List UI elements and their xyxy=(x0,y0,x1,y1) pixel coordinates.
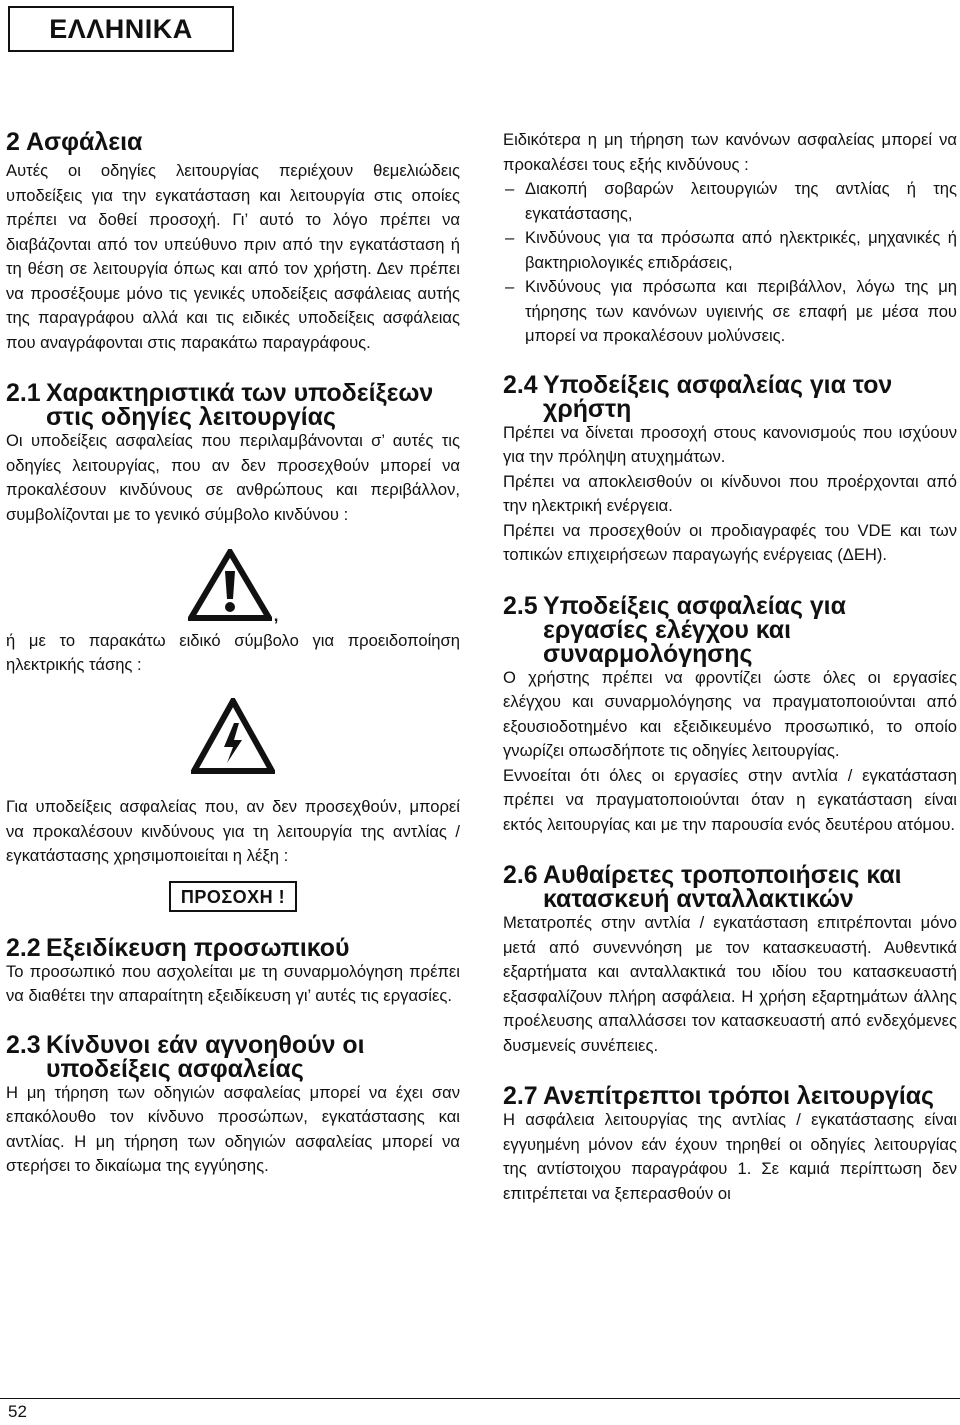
section-2-5-heading xyxy=(503,591,957,668)
section-2-5-text-1: Ο χρήστης πρέπει να φροντίζει ώστε όλες οι εργασίες ελέγχου και συναρμολόγησης να πραγματοποιούνται από εξουσιοδοτημένο και εξειδικευμένο προσωπικό, το οποίο γνωρίζει οπωσδήποτε τις οδηγίες λειτουργίας. xyxy=(503,667,957,760)
section-2-6-heading xyxy=(503,863,957,911)
list-item: – Κινδύνους για πρόσωπα και περιβάλλον, λόγω της μη τήρησης των κανόνων υγιεινής σε επαφή με μέσα που μπορεί να προκαλέσουν μολύνσεις. xyxy=(503,275,957,349)
section-title: Εξειδίκευση προσωπικού xyxy=(46,933,350,962)
dangers-intro: Ειδικότερα η μη τήρηση των κανόνων ασφαλείας μπορεί να προκαλέσει τους εξής κινδύνους : xyxy=(503,130,957,174)
section-title: Αυθαίρετες τροποποιήσεις και κατασκευή ανταλλακτικών xyxy=(543,861,902,913)
chapter-intro: Αυτές οι οδηγίες λειτουργίας περιέχουν θεμελιώδεις υποδείξεις για την εγκατάσταση και λειτουργία στις οποίες πρέπει να δοθεί προσοχή. Γι’ αυτό το λόγο πρέπει να διαβάζονται από τον υπεύθυνο πριν από την εγκατάσταση ή τη θέση σε λειτουργία όπως και από τον χρήστη. Δεν πρέπει να προσέξουμε μόνο τις γενικές υποδείξεις ασφάλειας αυτής της παραγράφου αλλά και τις ειδικές υποδείξεις ασφάλειας που αναγράφονται στις παρακάτω παραγράφους. xyxy=(6,161,460,352)
section-2-7-text: Η ασφάλεια λειτουργίας της αντλίας / εγκατάστασης είναι εγγυημένη μόνον εάν έχουν τηρηθεί οι οδηγίες λειτουργίας της αντίστοιχου παραγράφου 1. Σε καμιά περίπτωση δεν επιτρέπεται να ξεπερασθούν οι xyxy=(503,1110,957,1203)
footer-divider xyxy=(0,1398,960,1399)
dangers-list xyxy=(503,177,957,349)
general-danger-sign xyxy=(6,549,460,629)
section-2-2-text: Το προσωπικό που ασχολείται με τη συναρμολόγηση πρέπει να διαθέτει την απαραίτητη εξειδίκευση γι’ αυτές τις εργασίες. xyxy=(6,961,460,1005)
high-voltage-icon xyxy=(191,698,275,774)
section-number: 2.6 xyxy=(503,861,538,889)
warning-word xyxy=(6,881,460,912)
chapter-number: 2 xyxy=(6,128,20,156)
list-item: – Κινδύνους για τα πρόσωπα από ηλεκτρικές, μηχανικές ή βακτηριολογικές επιδράσεις, xyxy=(503,226,957,275)
section-title: Χαρακτηριστικά των υποδείξεων στις οδηγίες λειτουργίας xyxy=(46,379,434,431)
section-2-1-text: Οι υποδείξεις ασφαλείας που περιλαμβάνονται σ’ αυτές τις οδηγίες λειτουργίας, που αν δεν προσεχθούν μπορεί να προκαλέσουν κινδύνους σε ανθρώπους και περιβάλλον, συμβολίζονται με το γενικό σύμβολο κινδύνου : xyxy=(6,431,460,524)
electric-danger-sign xyxy=(6,698,460,782)
chapter-title: Ασφάλεια xyxy=(25,128,143,156)
section-2-4-text-1: Πρέπει να δίνεται προσοχή στους κανονισμούς που ισχύουν για την πρόληψη ατυχημάτων. xyxy=(503,422,957,466)
chapter-heading xyxy=(6,128,460,156)
section-2-4-text-2: Πρέπει να αποκλεισθούν οι κίνδυνοι που προέρχονται από την ηλεκτρική ενέργεια. xyxy=(503,471,957,515)
right-column xyxy=(503,128,957,1206)
sign-comma: , xyxy=(273,606,279,625)
section-2-1-heading xyxy=(6,381,460,429)
section-2-1-text-electric: ή με το παρακάτω ειδικό σύμβολο για προειδοποίηση ηλεκτρικής τάσης : xyxy=(6,630,460,674)
page-number: 52 xyxy=(8,1402,27,1421)
section-2-2-heading xyxy=(6,933,460,962)
section-number: 2.4 xyxy=(503,370,538,399)
left-column xyxy=(6,128,460,1179)
section-2-5-text-2: Εννοείται ότι όλες οι εργασίες στην αντλία / εγκατάσταση πρέπει να πραγματοποιούνται όταν η εγκατάσταση είναι εκτός λειτουργίας και με την παρουσία ενός δευτέρου ατόμου. xyxy=(503,765,957,834)
general-danger-icon xyxy=(188,549,272,621)
section-2-1-text-warning: Για υποδείξεις ασφαλείας που, αν δεν προσεχθούν, μπορεί να προκαλέσουν κινδύνους για τη λειτουργία της αντλίας / εγκατάστασης χρησιμοποιείται η λέξη : xyxy=(6,797,460,865)
section-number: 2.2 xyxy=(6,933,41,962)
section-2-6-text: Μετατροπές στην αντλία / εγκατάσταση επιτρέπονται μόνο μετά από συνεννόηση με τον κατασκευαστή. Αυθεντικά εξαρτήματα και ανταλλακτικά του ιδίου του κατασκευαστή εξασφαλίζουν πλήρη ασφάλεια. Η χρήση εξαρτημάτων άλλης προέλευσης απαλλάσσει τον κατασκευαστή από ενδεχόμενες δυσμενείς συνέπειες. xyxy=(503,913,957,1055)
language-header: ΕΛΛΗΝΙΚΑ xyxy=(8,6,234,52)
section-number: 2.1 xyxy=(6,379,41,407)
section-title: Κίνδυνοι εάν αγνοηθούν οι υποδείξεις ασφαλείας xyxy=(46,1030,365,1083)
section-number: 2.5 xyxy=(503,591,538,620)
section-title: Υποδείξεις ασφαλείας για εργασίες ελέγχου και συναρμολόγησης xyxy=(543,591,846,668)
section-title: Ανεπίτρεπτοι τρόποι λειτουργίας xyxy=(543,1082,935,1110)
section-2-3-heading xyxy=(6,1030,460,1083)
list-item: – Διακοπή σοβαρών λειτουργιών της αντλίας ή της εγκατάστασης, xyxy=(503,177,957,226)
warning-word-box: ΠΡΟΣΟΧΗ ! xyxy=(169,881,297,912)
section-2-3-text: Η μη τήρηση των οδηγιών ασφαλείας μπορεί να έχει σαν επακόλουθο τον κίνδυνο προσώπων, εγκατάστασης και αντλίας. Η μη τήρηση των οδηγιών ασφαλείας μπορεί να στερήσει το δικαίωμα της εγγύησης. xyxy=(6,1082,460,1175)
section-title: Υποδείξεις ασφαλείας για τον χρήστη xyxy=(543,370,893,423)
section-number: 2.7 xyxy=(503,1082,538,1110)
section-2-4-text-3: Πρέπει να προσεχθούν οι προδιαγραφές του VDE και των τοπικών επιχειρήσεων παραγωγής ενέργειας (ΔΕΗ). xyxy=(503,520,957,564)
section-2-7-heading xyxy=(503,1084,957,1108)
section-number: 2.3 xyxy=(6,1030,41,1059)
section-2-4-heading xyxy=(503,370,957,423)
